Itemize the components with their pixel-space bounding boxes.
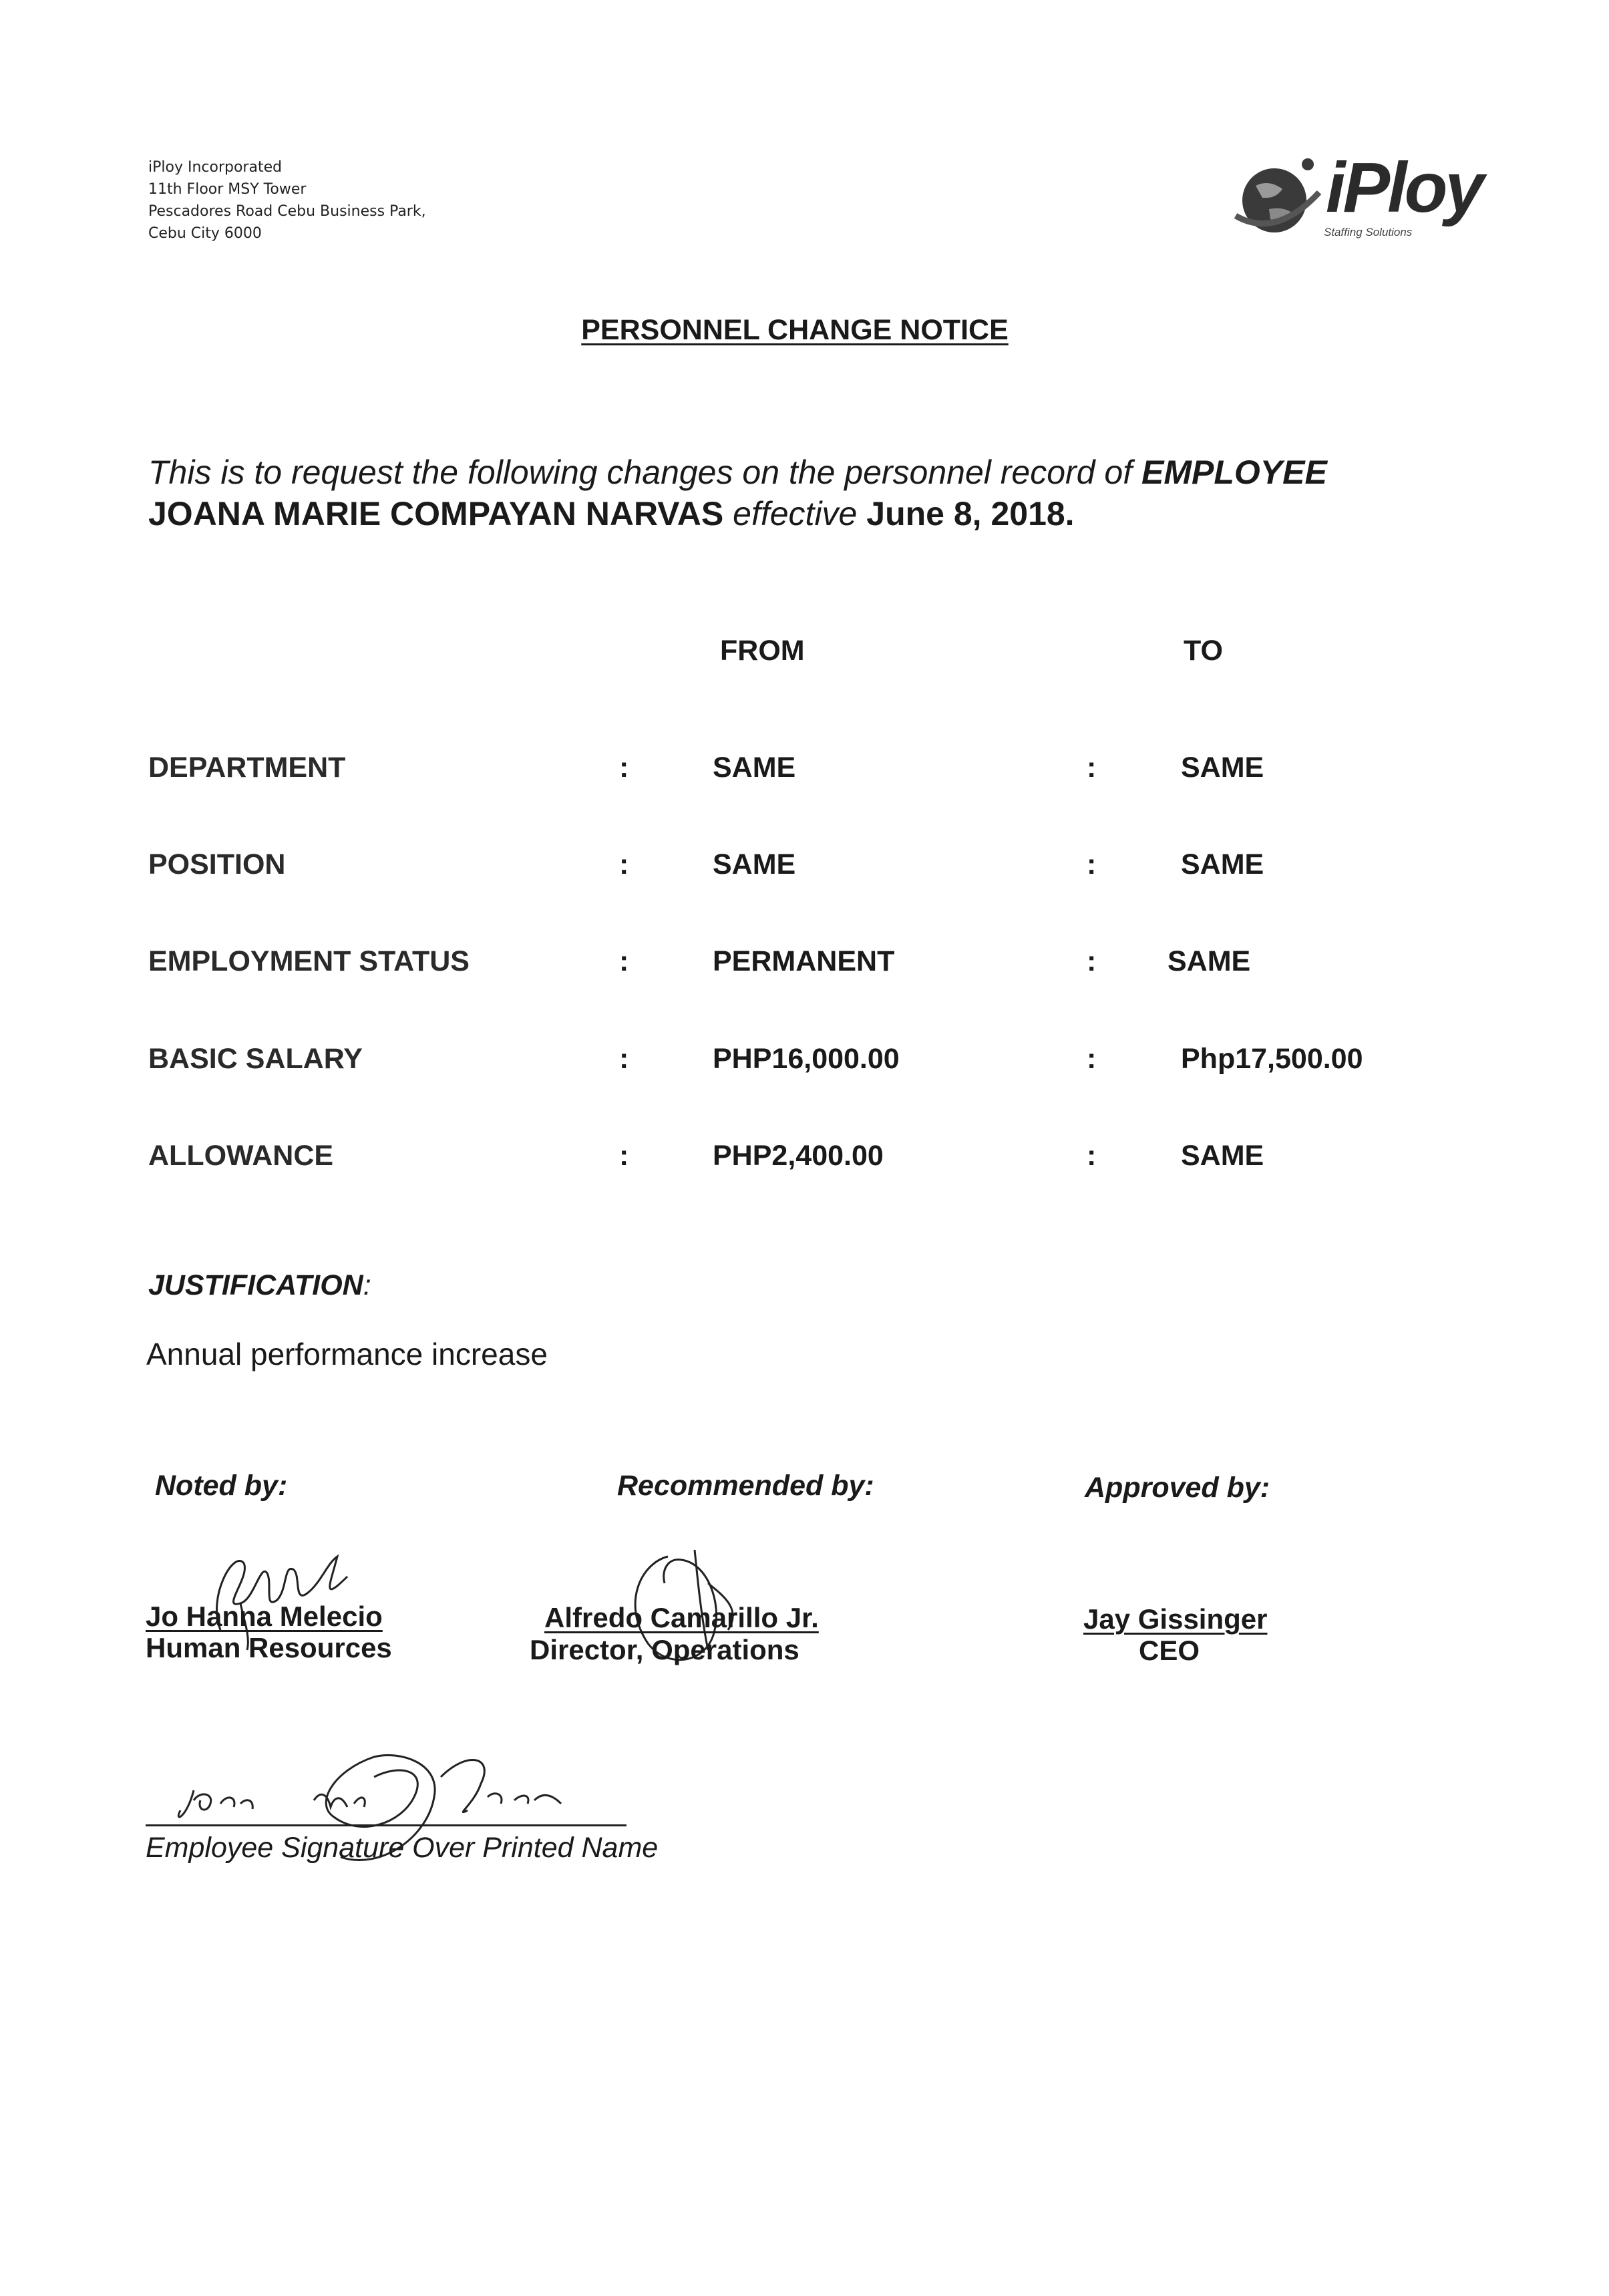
employee-name: JOANA MARIE COMPAYAN NARVAS — [148, 495, 724, 532]
separator: : — [1087, 1140, 1097, 1172]
separator: : — [1087, 945, 1097, 977]
noted-by-title: Human Resources — [146, 1632, 392, 1663]
logo-wordmark: iPloy — [1326, 148, 1482, 227]
allowance-to: SAME — [1181, 1140, 1264, 1172]
to-column-header: TO — [1184, 635, 1223, 667]
company-logo — [1229, 148, 1483, 253]
separator: : — [619, 752, 629, 784]
department-to: SAME — [1181, 752, 1264, 784]
address-line: 11th Floor MSY Tower — [148, 181, 307, 198]
employment-status-to: SAME — [1168, 945, 1251, 977]
allowance-label: ALLOWANCE — [148, 1140, 334, 1172]
justification-label — [148, 1269, 371, 1302]
basic-salary-label: BASIC SALARY — [148, 1043, 363, 1075]
separator: : — [1087, 752, 1097, 784]
from-column-header: FROM — [720, 635, 805, 667]
intro-employee-word: EMPLOYEE — [1141, 454, 1327, 491]
separator: : — [619, 945, 629, 977]
approved-by-name: Jay Gissinger — [1083, 1603, 1268, 1635]
logo-tagline: Staffing Solutions — [1324, 226, 1413, 238]
separator: : — [1087, 848, 1097, 880]
address-line: iPloy Incorporated — [148, 159, 283, 176]
justification-label-text: JUSTIFICATION — [148, 1269, 363, 1301]
company-address — [148, 156, 426, 244]
document-title: PERSONNEL CHANGE NOTICE — [581, 314, 1009, 346]
department-label: DEPARTMENT — [148, 752, 346, 784]
intro-effective: effective — [723, 495, 867, 532]
signature-employee — [160, 1737, 621, 1897]
noted-by-name: Jo Hanna Melecio — [146, 1601, 383, 1632]
justification-text: Annual performance increase — [146, 1337, 548, 1371]
address-line: Pescadores Road Cebu Business Park, — [148, 203, 426, 220]
approved-by-title: CEO — [1139, 1635, 1200, 1666]
department-from: SAME — [713, 752, 796, 784]
basic-salary-to: Php17,500.00 — [1181, 1043, 1363, 1075]
employee-signature-line — [146, 1824, 627, 1826]
recommended-by-label: Recommended by: — [617, 1470, 874, 1502]
separator: : — [1087, 1043, 1097, 1075]
position-label: POSITION — [148, 848, 286, 880]
noted-by-label: Noted by: — [155, 1470, 288, 1502]
justification-colon: : — [363, 1269, 371, 1301]
intro-text: This is to request the following changes on the personnel record of — [148, 454, 1141, 491]
employee-signature-caption: Employee Signature Over Printed Name — [146, 1832, 659, 1864]
basic-salary-from: PHP16,000.00 — [713, 1043, 900, 1075]
recommended-by-title: Director, Operations — [530, 1634, 799, 1665]
approved-by-label: Approved by: — [1085, 1472, 1270, 1504]
separator: : — [619, 1140, 629, 1172]
position-from: SAME — [713, 848, 796, 880]
employment-status-from: PERMANENT — [713, 945, 895, 977]
allowance-from: PHP2,400.00 — [713, 1140, 884, 1172]
globe-icon — [1229, 152, 1329, 253]
separator: : — [619, 1043, 629, 1075]
intro-paragraph — [148, 452, 1484, 534]
recommended-by-name: Alfredo Camarillo Jr. — [544, 1602, 819, 1633]
employment-status-label: EMPLOYMENT STATUS — [148, 945, 470, 977]
position-to: SAME — [1181, 848, 1264, 880]
separator: : — [619, 848, 629, 880]
address-line: Cebu City 6000 — [148, 225, 262, 242]
effective-date: June 8, 2018. — [866, 495, 1075, 532]
